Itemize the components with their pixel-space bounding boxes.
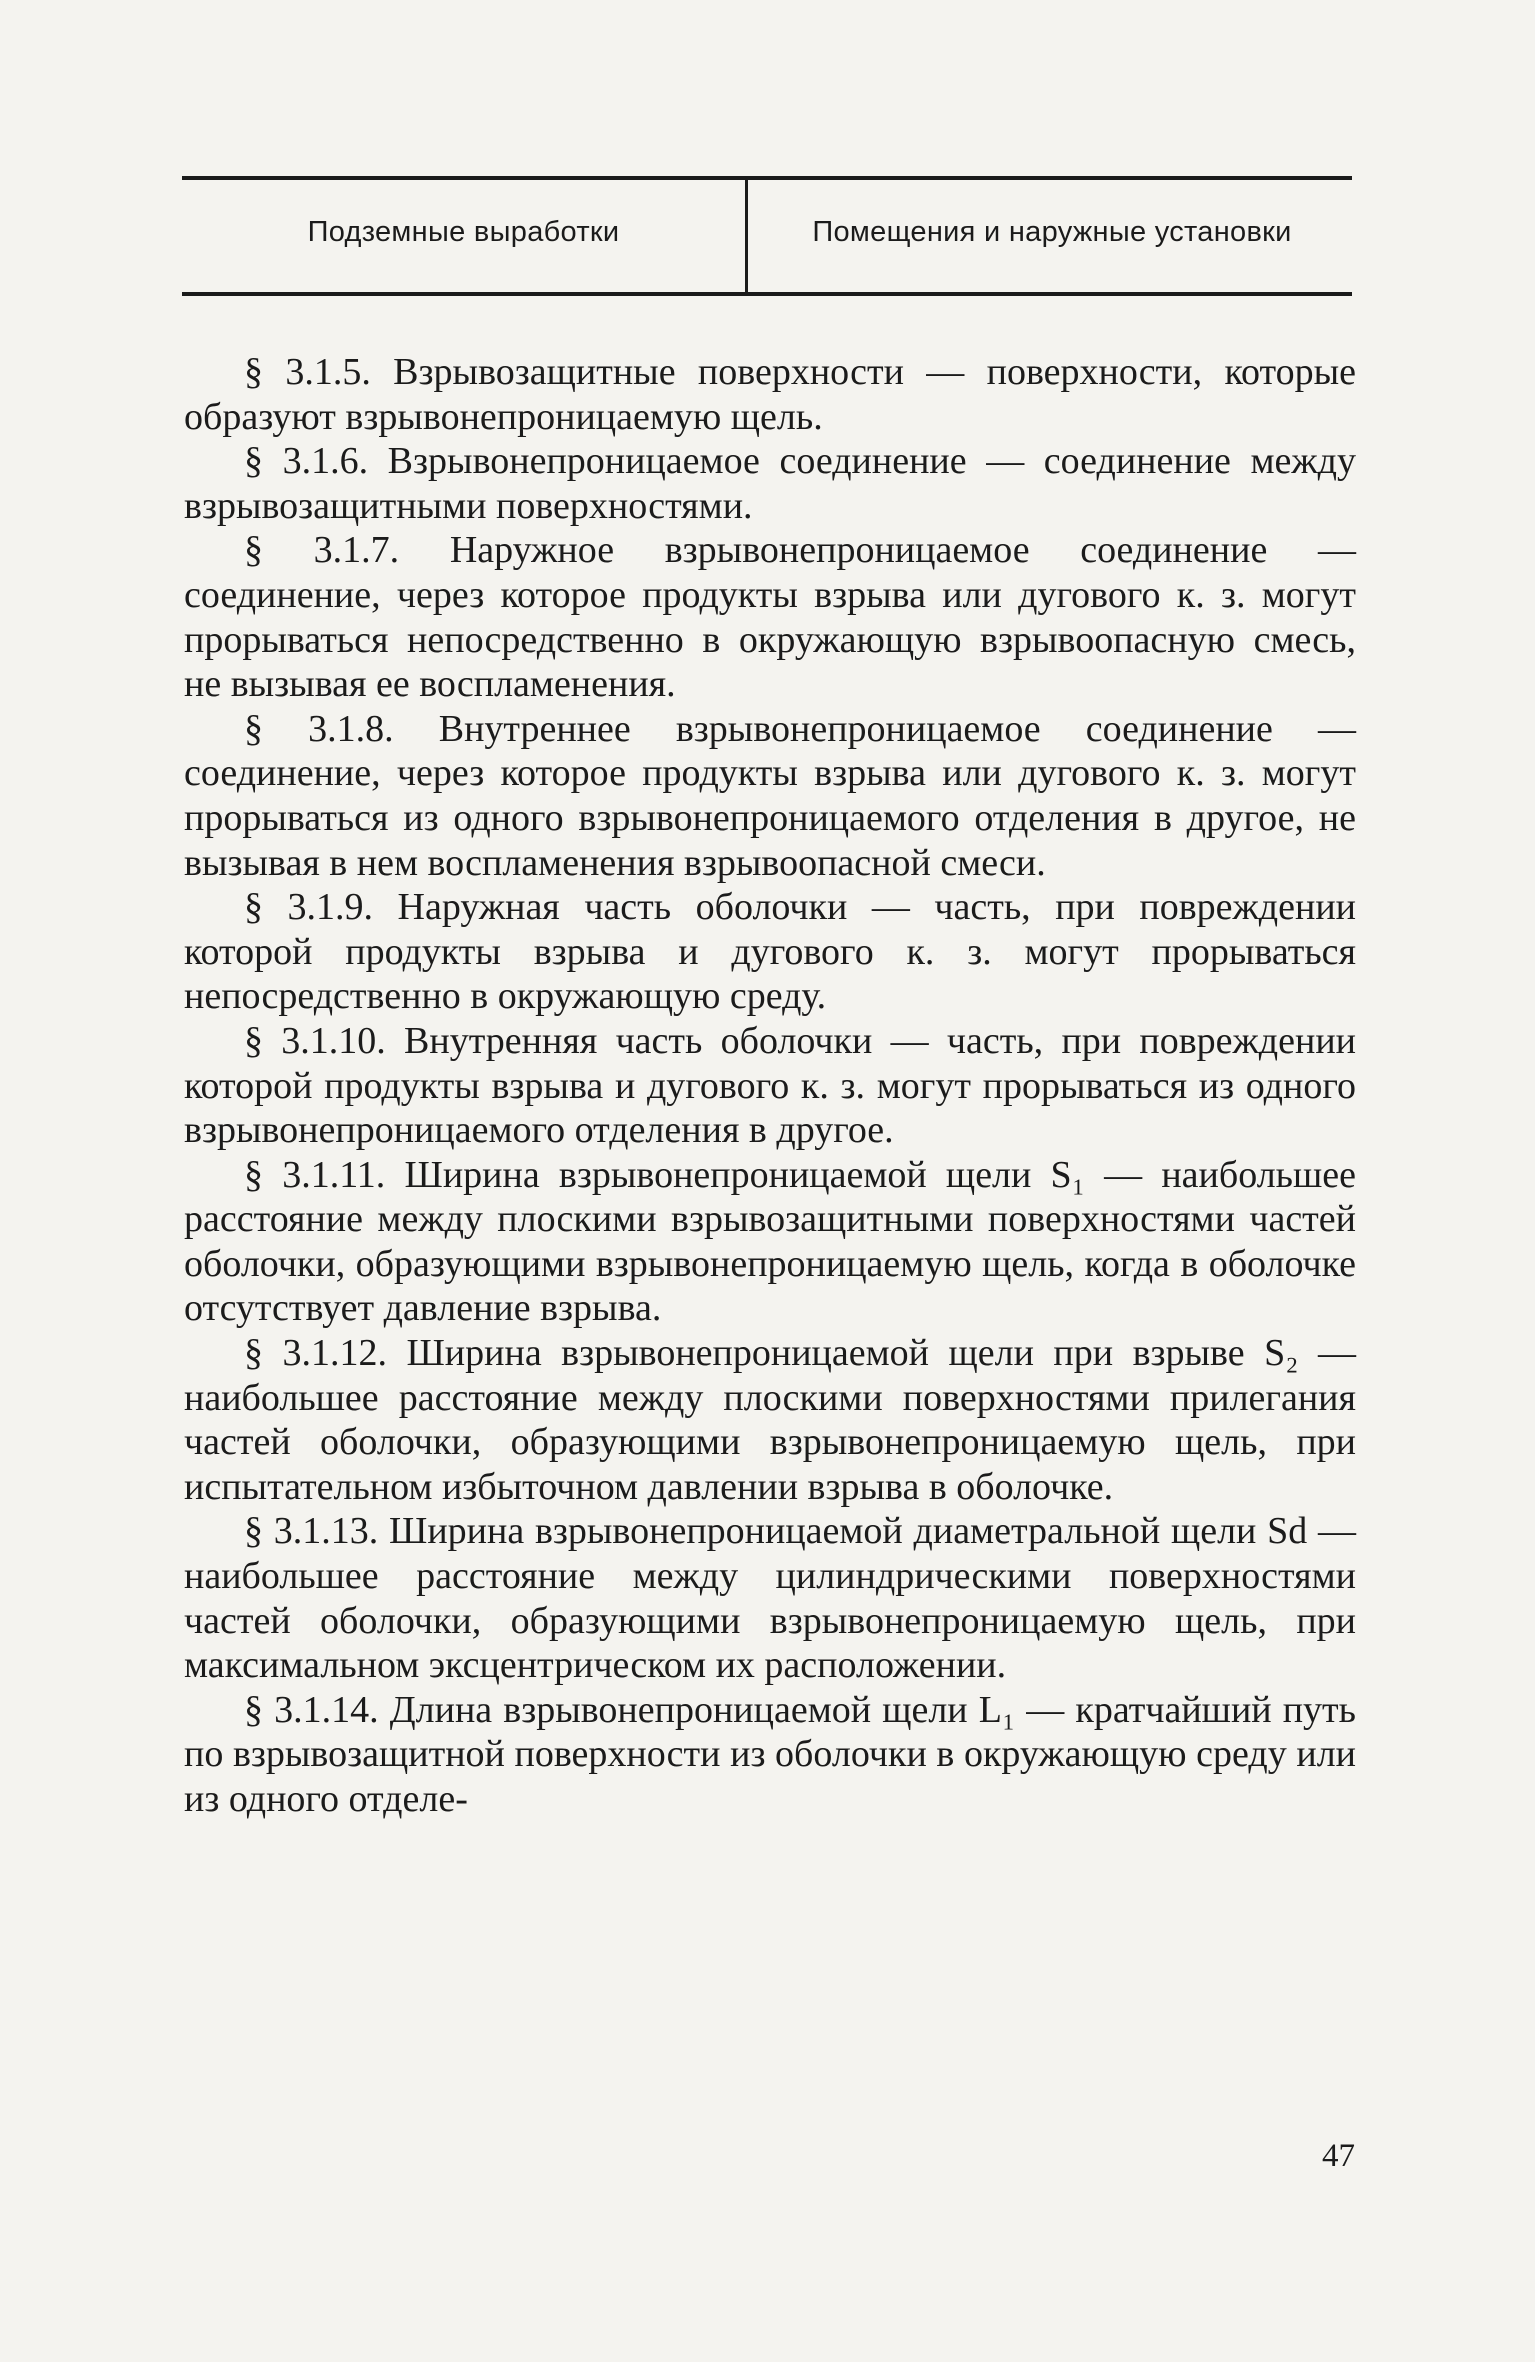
header-top-rule [182,176,1352,180]
header-left-column: Подземные выработки [307,216,620,248]
paragraph-3-1-6: § 3.1.6. Взрывонепроницаемое соединение — соединение между взрывозащитными поверхностями. [184,440,1356,527]
page-header-table [182,176,1352,296]
paragraph-3-1-11: § 3.1.11. Ширина взрывонепроницаемой щели S₁ — наибольшее расстояние между плоскими взрывозащитными поверхностями частей оболочки, образующими взрывонепроницаемую щель, когда в оболочке отсутствует давление взрыва. [184,1153,1356,1330]
paragraph-3-1-13: § 3.1.13. Ширина взрывонепроницаемой диаметральной щели Sd — наибольшее расстояние между цилиндрическими поверхностями частей оболочки, образующими взрывонепроницаемую щель, при максимальном эксцентрическом их расположении. [184,1510,1356,1687]
paragraph-3-1-12: § 3.1.12. Ширина взрывонепроницаемой щели при взрыве S₂ — наибольшее расстояние между плоскими поверхностями прилегания частей оболочки, образующими взрывонепроницаемую щель, при испытательном избыточном давлении взрыва в оболочке. [184,1332,1356,1508]
paragraph-3-1-5: § 3.1.5. Взрывозащитные поверхности — поверхности, которые образуют взрывонепроницаемую щель. [184,351,1356,438]
paragraph-3-1-7: § 3.1.7. Наружное взрывонепроницаемое соединение — соединение, через которое продукты взрыва или дугового к. з. могут прорываться непосредственно в окружающую взрывоопасную смесь, не вызывая ее воспламенения. [184,529,1356,706]
page-number: 47 [1322,2138,1355,2174]
paragraph-3-1-8: § 3.1.8. Внутреннее взрывонепроницаемое соединение — соединение, через которое продукты взрыва или дугового к. з. могут прорываться из одного взрывонепроницаемого отделения в другое, не вызывая в нем воспламенения взрывоопасной смеси. [184,707,1356,884]
header-column-divider [745,180,748,292]
header-bottom-rule [182,292,1352,296]
body-text [184,350,1356,1822]
paragraph-3-1-10: § 3.1.10. Внутренняя часть оболочки — часть, при повреждении которой продукты взрыва и дугового к. з. могут прорываться из одного взрывонепроницаемого отделения в другое. [184,1019,1356,1152]
header-right-column: Помещения и наружные установки [812,216,1292,248]
paragraph-3-1-14: § 3.1.14. Длина взрывонепроницаемой щели L₁ — кратчайший путь по взрывозащитной поверхности из оболочки в окружающую среду или из одного отделе- [184,1688,1356,1820]
paragraph-3-1-9: § 3.1.9. Наружная часть оболочки — часть, при повреждении которой продукты взрыва и дугового к. з. могут прорываться непосредственно в окружающую среду. [184,886,1356,1018]
